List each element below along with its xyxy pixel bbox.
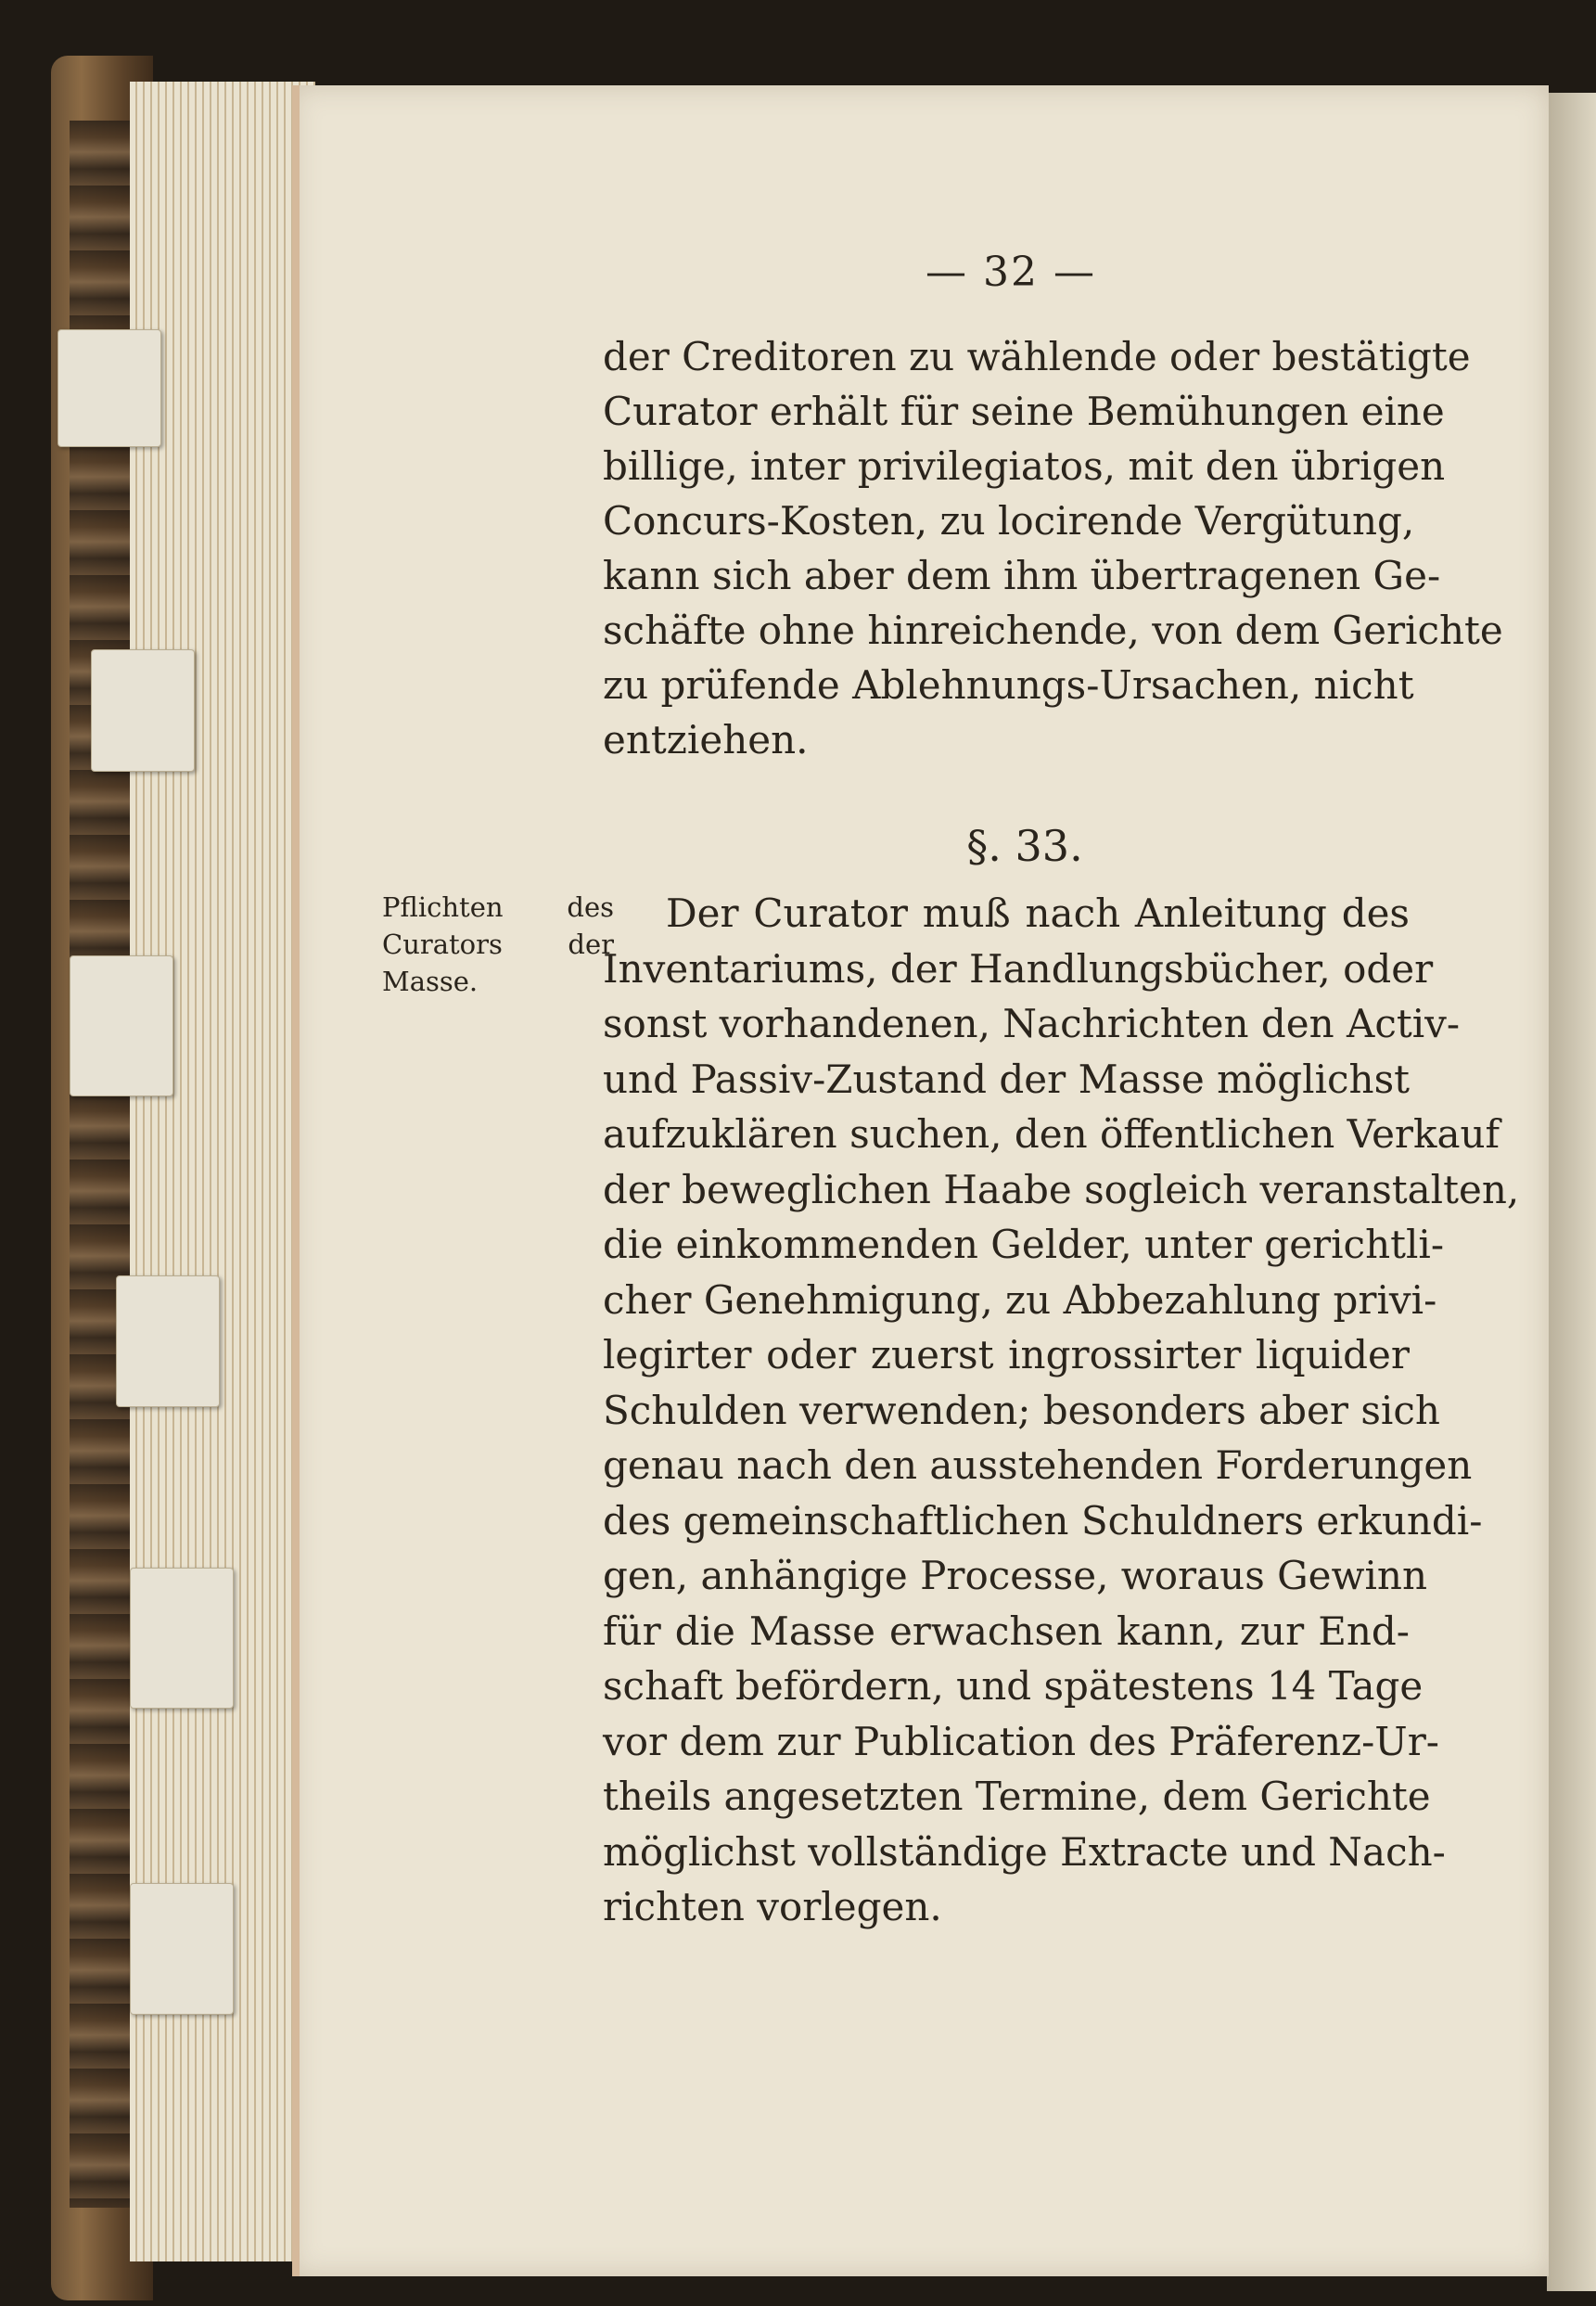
text-line: Schulden verwenden; besonders aber sich [603, 1387, 1440, 1433]
text-line: sonst vorhandenen, Nachrichten den Activ- [603, 1001, 1461, 1046]
index-tab [91, 649, 195, 772]
text-line: die einkommenden Gelder, unter gerichtli- [603, 1222, 1445, 1267]
marginal-note-line: Curators der [382, 929, 614, 960]
text-line: vor dem zur Publication des Präferenz-Ur- [603, 1718, 1439, 1764]
text-line: schäfte ohne hinreichende, von dem Gerichte [603, 608, 1503, 653]
marginal-note [382, 889, 614, 1000]
index-tab [130, 1883, 234, 2015]
index-tab [116, 1275, 220, 1407]
text-line: der beweglichen Haabe sogleich veranstalten, [603, 1166, 1520, 1212]
page-gutter [292, 85, 300, 2276]
section-heading: §. 33. [966, 821, 1083, 871]
text-line: genau nach den ausstehenden Forderungen [603, 1442, 1473, 1488]
section-paragraph [603, 886, 1520, 1935]
text-line: Concurs-Kosten, zu locirende Vergütung, [603, 498, 1415, 544]
text-line: entziehen. [603, 717, 809, 762]
text-line: legirter oder zuerst ingrossirter liquider [603, 1332, 1410, 1377]
index-tab [130, 1568, 234, 1709]
text-line: Curator erhält für seine Bemühungen eine [603, 389, 1445, 434]
page-number: — 32 — [926, 249, 1096, 296]
text-line: theils angesetzten Termine, dem Gerichte [603, 1774, 1431, 1819]
marginal-note-line: Masse. [382, 966, 479, 997]
text-line: und Passiv-Zustand der Masse möglichst [603, 1056, 1410, 1102]
text-line: für die Masse erwachsen kann, zur End- [603, 1608, 1410, 1654]
text-line: billige, inter privilegiatos, mit den übrigen [603, 443, 1446, 489]
text-line: aufzuklären suchen, den öffentlichen Verkauf [603, 1111, 1500, 1157]
text-line: richten vorlegen. [603, 1884, 942, 1929]
text-line: schaft befördern, und spätestens 14 Tage [603, 1663, 1424, 1709]
text-line: Der Curator muß nach Anleitung des [666, 890, 1410, 936]
text-line: des gemeinschaftlichen Schuldners erkundi- [603, 1497, 1483, 1544]
text-line: kann sich aber dem ihm übertragenen Ge- [603, 553, 1441, 598]
marginal-note-line: Pflichten des [382, 891, 614, 923]
text-line: cher Genehmigung, zu Abbezahlung privi- [603, 1276, 1437, 1323]
facing-page-edge [1547, 93, 1596, 2291]
index-tab [57, 329, 161, 447]
text-line: der Creditoren zu wählende oder bestätigte [603, 334, 1471, 379]
text-line: Inventariums, der Handlungsbücher, oder [603, 945, 1434, 992]
text-line: gen, anhängige Processe, woraus Gewinn [603, 1553, 1427, 1598]
text-line: zu prüfende Ablehnungs-Ursachen, nicht [603, 662, 1414, 708]
text-line: möglichst vollständige Extracte und Nach- [603, 1828, 1446, 1875]
continuation-paragraph [603, 329, 1503, 767]
index-tab [70, 955, 173, 1096]
